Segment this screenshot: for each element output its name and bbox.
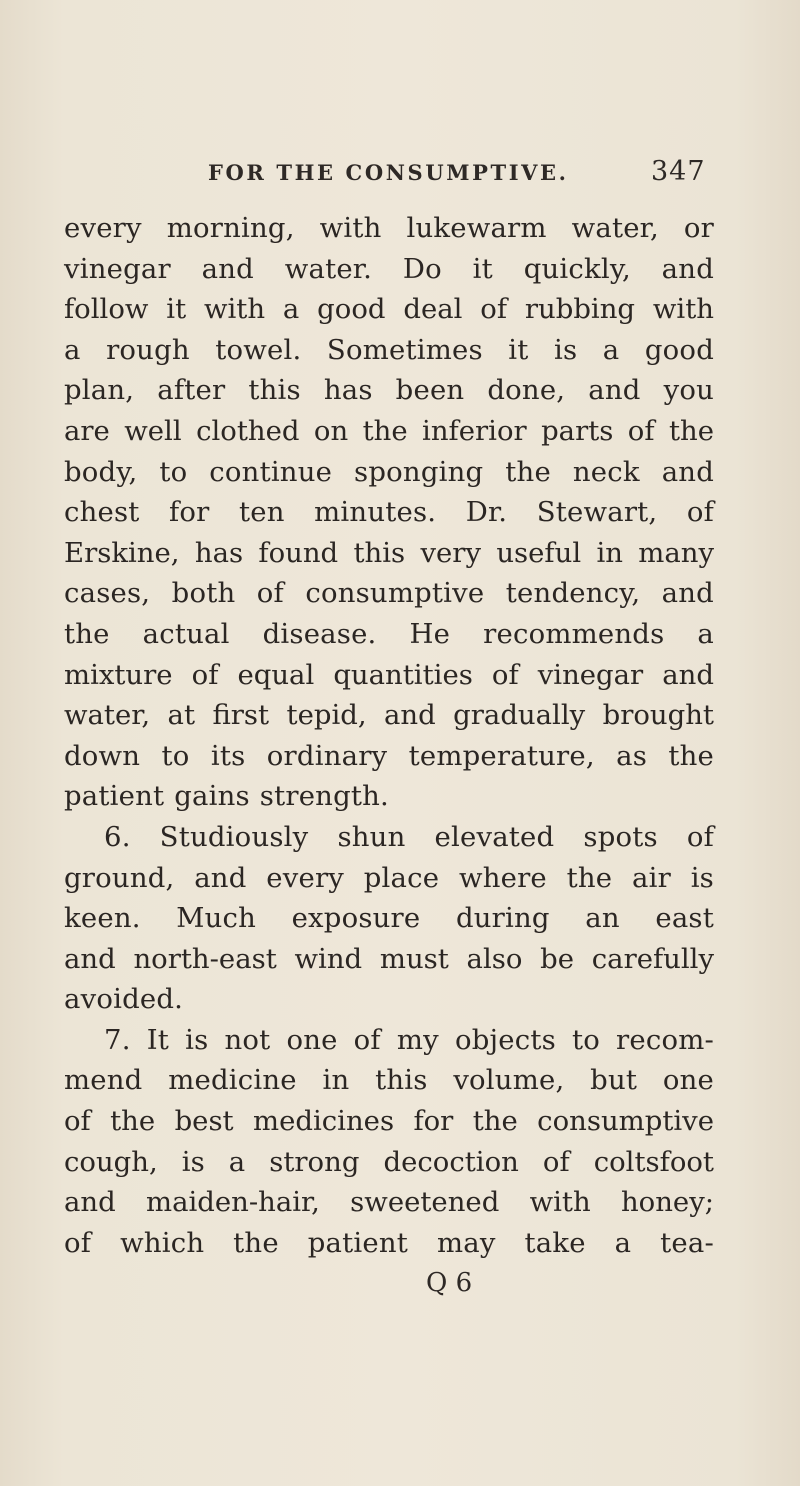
text-line: 7. It is not one of my objects to recom- — [104, 1023, 714, 1056]
text-line: vinegar and water. Do it quickly, and — [64, 252, 714, 285]
text-line: ground, and every place where the air is — [64, 861, 714, 894]
text-line: follow it with a good deal of rubbing with — [64, 293, 714, 326]
running-head — [0, 146, 800, 190]
text-line: water, at first tepid, and gradually brought — [64, 699, 714, 732]
text-line: patient gains strength. — [64, 780, 389, 813]
text-line: plan, after this has been done, and you — [64, 374, 714, 407]
text-line: and north-east wind must also be carefully — [64, 942, 714, 975]
text-line: of which the patient may take a tea- — [64, 1226, 714, 1259]
text-line: of the best medicines for the consumptive — [64, 1105, 714, 1138]
page-number: 347 — [651, 156, 706, 187]
text-line: down to its ordinary temperature, as the — [64, 739, 714, 772]
text-line: cough, is a strong decoction of coltsfoot — [64, 1145, 714, 1178]
text-line: mixture of equal quantities of vinegar and — [64, 658, 714, 691]
text-line: keen. Much exposure during an east — [64, 902, 714, 935]
running-title: FOR THE CONSUMPTIVE. — [208, 160, 569, 185]
text-line: the actual disease. He recommends a — [64, 617, 714, 650]
text-line: cases, both of consumptive tendency, and — [64, 577, 714, 610]
text-line: avoided. — [64, 983, 184, 1016]
text-line: a rough towel. Sometimes it is a good — [64, 333, 714, 366]
text-line: and maiden-hair, sweetened with honey; — [64, 1186, 714, 1219]
text-line: Erskine, has found this very useful in many — [64, 536, 714, 569]
signature-mark: Q 6 — [426, 1268, 473, 1298]
text-line: chest for ten minutes. Dr. Stewart, of — [64, 496, 714, 529]
text-line: are well clothed on the inferior parts of the — [64, 414, 714, 447]
text-line: every morning, with lukewarm water, or — [64, 212, 714, 244]
text-line: 6. Studiously shun elevated spots of — [104, 820, 714, 853]
body-text — [64, 208, 714, 1263]
text-line: mend medicine in this volume, but one — [64, 1064, 714, 1097]
text-line: body, to continue sponging the neck and — [64, 455, 714, 488]
